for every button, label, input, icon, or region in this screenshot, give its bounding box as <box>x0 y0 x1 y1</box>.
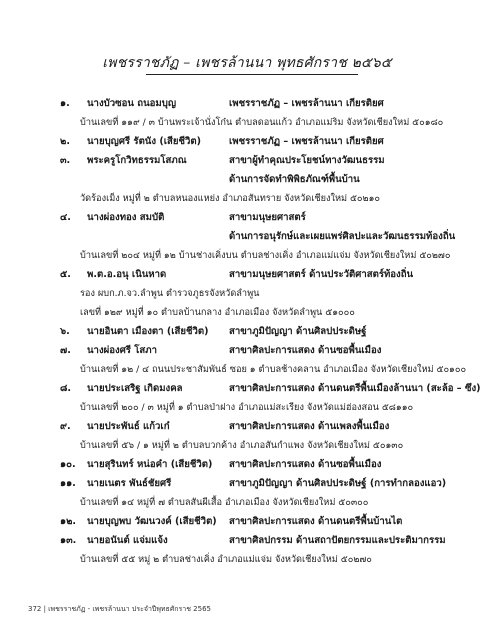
address-line: บ้านเลขที่ ๒๐๔ หมู่ที่ ๑๒ บ้านช่างเคิ่งบน ตำบลช่างเคิ่ง อำเภอแม่แจ่ม จังหวัดเชียงใหม่ ๕๐๒๗๐ <box>80 250 451 261</box>
award-branch: เพชรราชภัฏ – เพชรล้านนา เกียรติยศ <box>229 136 384 147</box>
item-number: ๕. <box>60 269 71 280</box>
item-number: ๗. <box>60 345 71 356</box>
item-number: ๑๒. <box>60 516 77 527</box>
item-number: ๔. <box>60 212 71 223</box>
item-number: ๑. <box>60 98 70 109</box>
address-line: บ้านเลขที่ ๒๐๐ / ๓ หมู่ที่ ๑ ตำบลป่าฝาง อำเภอแม่สะเรียง จังหวัดแม่ฮ่องสอน ๕๘๑๑๐ <box>80 402 414 413</box>
honoree-name: นายประเสริฐ เกิดมงคล <box>87 383 183 394</box>
address-line: บ้านเลขที่ ๕๕ หมู่ ๒ ตำบลช่างเคิ่ง อำเภอแม่แจ่ม จังหวัดเชียงใหม่ ๕๐๒๗๐ <box>80 554 372 565</box>
list-item <box>60 531 480 550</box>
page-title: เพชรราชภัฏ – เพชรล้านนา พุทธศักราช ๒๕๖๕ <box>102 55 392 71</box>
item-number: ๑๐. <box>60 459 76 470</box>
honoree-name: พ.ต.อ.อนุ เนินหาด <box>87 269 167 280</box>
address-line: วัดร้องเม็ง หมู่ที่ ๒ ตำบลหนองแหย่ง อำเภอสันทราย จังหวัดเชียงใหม่ ๕๐๒๑๐ <box>80 193 381 204</box>
item-number: ๒. <box>60 136 70 147</box>
list-item <box>60 512 480 531</box>
award-branch: สาขาภูมิปัญญา ด้านศิลปประดิษฐ์ (การทำกลองแอว) <box>229 478 447 489</box>
list-item <box>60 94 480 113</box>
award-branch-continued-row <box>60 170 480 189</box>
award-branch: สาขาศิลปกรรม ด้านสถาปัตยกรรมและประติมากรรม <box>229 535 446 546</box>
list-item <box>60 265 480 284</box>
award-branch: สาขามนุษยศาสตร์ <box>229 212 306 223</box>
item-number: ๘. <box>60 383 72 394</box>
list-item <box>60 341 480 360</box>
list-item <box>60 208 480 227</box>
item-number: ๖. <box>60 326 70 337</box>
honoree-name: นางผ่องศรี โสภา <box>87 345 157 356</box>
award-branch: สาขาศิลปะการแสดง ด้านเพลงพื้นเมือง <box>229 421 390 432</box>
list-item <box>60 474 480 493</box>
honoree-name: นายบุญพบ วัฒนวงค์ (เสียชีวิต) <box>87 516 217 527</box>
honoree-name: นายเนตร พันธ์ชัยศรี <box>87 478 172 489</box>
award-branch: สาขาศิลปะการแสดง ด้านซอพื้นเมือง <box>229 345 382 356</box>
honoree-name: นายอนันต์ แจ่มแจ้ง <box>87 535 168 546</box>
honoree-name: นายอินตา เมืองตา (เสียชีวิต) <box>87 326 209 337</box>
item-number: ๑๑. <box>60 478 76 489</box>
award-branch: สาขาศิลปะการแสดง ด้านซอพื้นเมือง <box>229 459 382 470</box>
award-branch: สาขาผู้ทำคุณประโยชน์ทางวัฒนธรรม <box>229 155 385 166</box>
honoree-name: นายบุญศรี รัตนัง (เสียชีวิต) <box>87 136 202 147</box>
address-line: บ้านเลขที่ ๑๑๙ / ๓ บ้านพระเจ้านั่งโก๋น ตำบลดอนแก้ว อำเภอแม่ริม จังหวัดเชียงใหม่ ๕๐๑๘๐ <box>80 117 444 128</box>
address-line: รอง ผบก.ภ.จว.ลำพูน ตำรวจภูธรจังหวัดลำพูน <box>80 288 260 299</box>
award-branch: สาขาศิลปะการแสดง ด้านดนตรีพื้นบ้านไต <box>229 516 403 527</box>
award-branch-detail: ด้านการอนุรักษ์และเผยแพร่ศิลปะและวัฒนธรรมท้องถิ่น <box>229 231 456 242</box>
page-footer: 372 | เพชรราชภัฏ - เพชรล้านนา ประจำปีพุทธศักราช 2565 <box>28 605 211 613</box>
list-item <box>60 379 480 398</box>
award-branch-continued-row <box>60 227 480 246</box>
address-line: บ้านเลขที่ ๑๔ หมู่ที่ ๗ ตำบลสันผีเสื้อ อำเภอเมือง จังหวัดเชียงใหม่ ๕๐๓๐๐ <box>80 497 369 508</box>
list-item <box>60 455 480 474</box>
award-branch-detail: ด้านการจัดทำพิพิธภัณฑ์พื้นบ้าน <box>229 174 360 185</box>
honoree-name: พระครูโกวิทธรรมโสภณ <box>87 155 187 166</box>
address-line: บ้านเลขที่ ๕๖ / ๑ หมู่ที่ ๒ ตำบลบวกค้าง อำเภอสันกำแพง จังหวัดเชียงใหม่ ๕๐๑๓๐ <box>80 440 404 451</box>
title-underline <box>146 74 358 75</box>
item-number: ๑๓. <box>60 535 77 546</box>
address-line: บ้านเลขที่ ๑๒ / ๔ ถนนประชาสัมพันธ์ ซอย ๑ ตำบลช้างคลาน อำเภอเมือง จังหวัดเชียงใหม่ ๕๐๑๐๐ <box>80 364 467 375</box>
award-branch: สาขามนุษยศาสตร์ ด้านประวัติศาสตร์ท้องถิ่น <box>229 269 414 280</box>
list-item <box>60 417 480 436</box>
item-number: ๓. <box>60 155 71 166</box>
honoree-name: นายสุรินทร์ หน่อคำ (เสียชีวิต) <box>87 459 213 470</box>
list-item <box>60 132 480 151</box>
list-item <box>60 322 480 341</box>
address-line: เลขที่ ๑๒๙ หมู่ที่ ๑๐ ตำบลบ้านกลาง อำเภอเมือง จังหวัดลำพูน ๕๑๐๐๐ <box>80 307 355 318</box>
honoree-name: นางบัวซอน ถนอมบุญ <box>87 98 176 109</box>
award-branch: สาขาภูมิปัญญา ด้านศิลปประดิษฐ์ <box>229 326 367 337</box>
item-number: ๙. <box>60 421 71 432</box>
list-item <box>60 151 480 170</box>
honoree-name: นางผ่องทอง สมบัติ <box>87 212 165 223</box>
honoree-name: นายประพันธ์ แก้วเก๋ <box>87 421 170 432</box>
award-branch: เพชรราชภัฏ – เพชรล้านนา เกียรติยศ <box>229 98 384 109</box>
honoree-list <box>60 94 480 569</box>
award-branch: สาขาศิลปะการแสดง ด้านดนตรีพื้นเมืองล้านนา (สะล้อ – ซึง) <box>229 383 481 394</box>
